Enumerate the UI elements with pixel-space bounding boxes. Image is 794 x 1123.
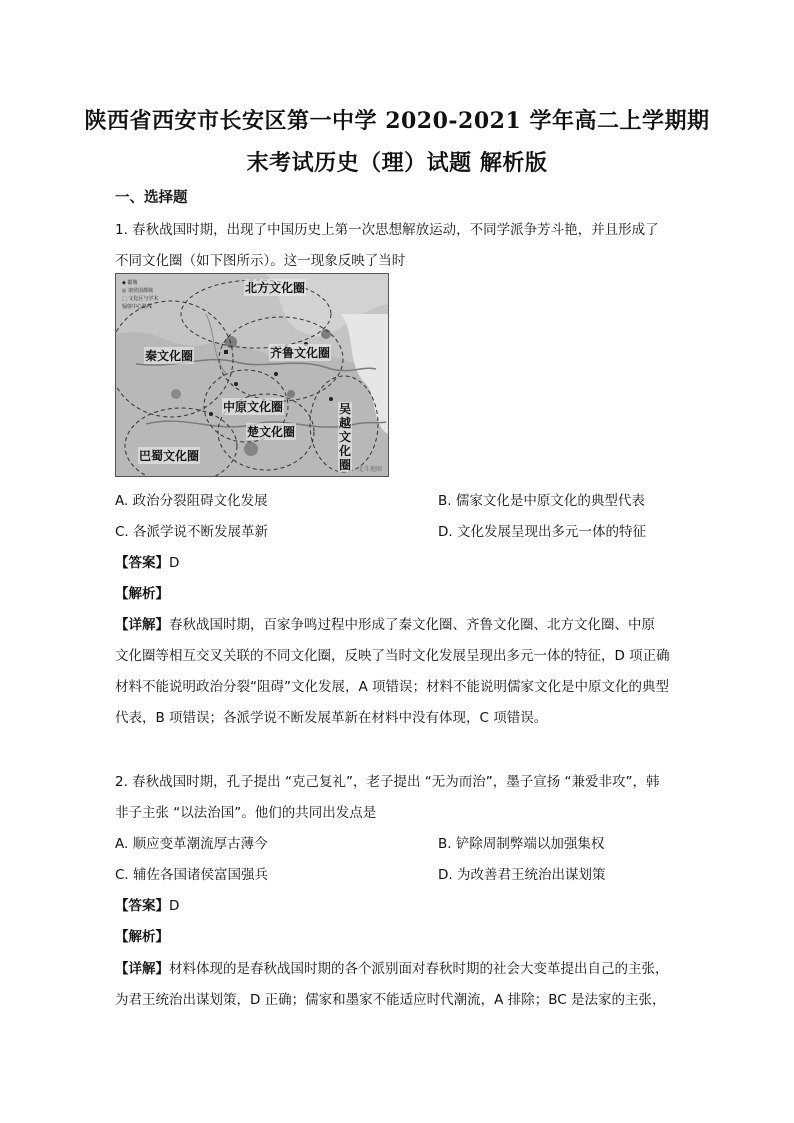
q2-answer (115, 894, 179, 914)
map-legend (122, 279, 158, 311)
section-heading: 一、选择题 (115, 190, 188, 206)
map-label-qilu: 齐鲁文化圈 (270, 346, 331, 360)
q1-answer (115, 551, 179, 571)
q1-detail-line3: 材料不能说明政治分裂“阻碍”文化发展，A 项错误；材料不能说明儒家文化是中原文化的典型 (115, 679, 670, 695)
q2-option-a: A. 顺应变革潮流厚古薄今 (115, 836, 268, 852)
q2-analysis-tag: 【解析】 (115, 929, 169, 945)
q1-option-a: A. 政治分裂阻碍文化发展 (115, 493, 268, 509)
q1-detail-line2: 文化圈等相互交叉关联的不同文化圈，反映了当时文化发展呈现出多元一体的特征，D 项正确 (115, 648, 670, 664)
detail-text: 材料体现的是春秋战国时期的各个派别面对春秋时期的社会大变革提出自己的主张， (169, 961, 669, 977)
q1-stem-line1: 1. 春秋战国时期，出现了中国历史上第一次思想解放运动，不同学派争芳斗艳，并且形成了 (115, 222, 659, 238)
q1-detail-line4: 代表，B 项错误；各派学说不断发展革新在材料中没有体现，C 项错误。 (115, 710, 548, 726)
q1-option-b: B. 儒家文化是中原文化的典型代表 (438, 493, 645, 509)
map-label-qin: 秦文化圈 (145, 349, 194, 363)
q2-option-b: B. 铲除周制弊端以加强集权 (438, 836, 605, 852)
document-title-line2: 末考试历史（理）试题 解析版 (246, 150, 548, 176)
q1-analysis-tag: 【解析】 (115, 586, 169, 602)
map-watermark: 北斗地图 (357, 466, 382, 473)
q2-option-c: C. 辅佐各国诸侯富国强兵 (115, 867, 269, 883)
q1-stem-line2: 不同文化圈（如下图所示）。这一现象反映了当时 (115, 253, 406, 269)
q1-option-d: D. 文化发展呈现出多元一体的特征 (438, 524, 646, 540)
answer-value: D (169, 898, 180, 914)
answer-value: D (169, 555, 180, 571)
legend-item-route: 辐射中心路线 (122, 304, 153, 310)
q2-stem-line1: 2. 春秋战国时期，孔子提出 “克己复礼”，老子提出 “无为而治”，墨子宣扬 “兼爱非攻”，韩 (115, 774, 660, 790)
map-label-bashu: 巴蜀文化圈 (139, 449, 200, 463)
detail-tag: 【详解】 (115, 961, 169, 977)
map-label-north: 北方文化圈 (245, 281, 306, 295)
answer-tag: 【答案】 (115, 898, 169, 914)
q2-option-d: D. 为改善君王统治出谋划策 (438, 867, 606, 883)
q2-stem-line2: 非子主张 “以法治国”。他们的共同出发点是 (115, 805, 377, 821)
q2-detail-line1 (115, 957, 669, 977)
legend-item-state-capital: ◎ 诸侯国都城 (122, 288, 153, 294)
q1-option-c: C. 各派学说不断发展革新 (115, 524, 269, 540)
culture-circle-map (115, 273, 389, 477)
q2-detail-line2: 为君王统治出谋划策，D 正确；儒家和墨家不能适应时代潮流，A 排除；BC 是法家的主张， (115, 992, 666, 1008)
document-title-line1: 陕西省西安市长安区第一中学 2020-2021 学年高二上学期期 (84, 108, 710, 134)
map-label-chu: 楚文化圈 (247, 425, 296, 439)
legend-item-culture-area: ⬚ 文化区与学术 (122, 296, 159, 302)
q1-detail-line1 (115, 613, 655, 633)
legend-item-capital: ◆ 都城 (122, 280, 138, 286)
detail-tag: 【详解】 (115, 617, 169, 633)
detail-text: 春秋战国时期，百家争鸣过程中形成了秦文化圈、齐鲁文化圈、北方文化圈、中原 (169, 617, 655, 633)
answer-tag: 【答案】 (115, 555, 169, 571)
map-label-zhongyuan: 中原文化圈 (223, 400, 284, 414)
map-label-wuyue: 吴越文化圈 (338, 402, 351, 472)
